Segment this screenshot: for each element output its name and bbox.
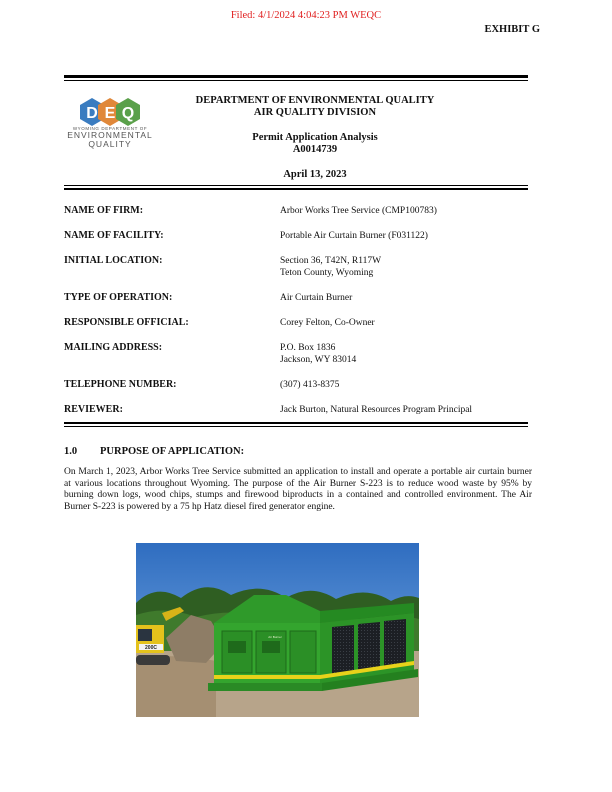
excavator-badge-text: 200C [145, 645, 157, 651]
operation-value: Air Curtain Burner [280, 293, 353, 303]
burner-screen-1 [332, 625, 354, 675]
deq-logo-mark [80, 98, 140, 126]
mailing-value-line1: P.O. Box 1836 [280, 343, 336, 353]
exhibit-label: EXHIBIT G [484, 24, 540, 35]
reviewer-label: REVIEWER: [64, 404, 123, 415]
mailing-value-line2: Jackson, WY 83014 [280, 355, 357, 365]
air-burner-photo [136, 543, 419, 717]
facility-value: Portable Air Curtain Burner (F031122) [280, 231, 428, 241]
burner-screen-2 [358, 622, 380, 671]
mailing-label: MAILING ADDRESS: [64, 342, 163, 353]
phone-value: (307) 413-8375 [280, 380, 340, 390]
logo-caption-line2: ENVIRONMENTAL [67, 130, 153, 140]
excavator-window [138, 629, 152, 641]
burner-brand-text: Air Burner [268, 635, 282, 639]
top-rule-thin [64, 80, 528, 81]
phone-label: TELEPHONE NUMBER: [64, 379, 177, 390]
document-date: April 13, 2023 [283, 169, 347, 180]
filed-stamp: Filed: 4/1/2024 4:04:23 PM WEQC [230, 10, 382, 21]
logo-caption-line1: WYOMING DEPARTMENT OF [72, 126, 148, 131]
section-number: 1.0 [64, 446, 78, 457]
burner-skid-front [208, 683, 322, 691]
info-rule-thick [64, 422, 528, 424]
reviewer-value: Jack Burton, Natural Resources Program Principal [280, 405, 473, 415]
document-type: Permit Application Analysis [252, 132, 378, 143]
location-value [280, 255, 381, 279]
section-body: On March 1, 2023, Arbor Works Tree Service submitted an application to install and operate a portable air curtain burner at various locations throughout Wyoming. The purpose of the Air Burner S-223 is to reduce wood waste by 95% by burning down logs, wood chips, stumps and firewood biproducts in a contained and controlled environment. The Air Burner S-223 is powered by a 75 hp Hatz diesel fired generator engine. [64, 467, 532, 512]
logo-caption [58, 126, 162, 149]
location-value-line2: Teton County, Wyoming [280, 268, 374, 278]
logo-letter-q: Q [121, 105, 135, 122]
header-rule-thick [64, 188, 528, 190]
excavator-tracks [136, 655, 170, 665]
operation-label: TYPE OF OPERATION: [64, 292, 173, 303]
official-value: Corey Felton, Co-Owner [280, 318, 375, 328]
dept-title: DEPARTMENT OF ENVIRONMENTAL QUALITY [195, 95, 435, 106]
document-id: A0014739 [292, 144, 338, 155]
burner-screen-3 [384, 619, 406, 667]
logo-caption-line3: QUALITY [88, 139, 132, 149]
section-title: PURPOSE OF APPLICATION: [100, 446, 245, 457]
firm-value: Arbor Works Tree Service (CMP100783) [280, 206, 437, 216]
firm-label: NAME OF FIRM: [64, 205, 144, 216]
info-rule-thin [64, 426, 528, 427]
burner-door-right [290, 631, 316, 673]
section-heading [64, 446, 244, 457]
burner-vent-left [228, 641, 246, 653]
top-rule-thick [64, 75, 528, 78]
logo-letter-d: D [86, 105, 98, 122]
photo-dirt [136, 656, 216, 717]
header-rule-thin [64, 185, 528, 186]
location-label: INITIAL LOCATION: [64, 255, 163, 266]
air-burner-unit [208, 595, 418, 691]
burner-vent-mid [262, 641, 280, 653]
burner-yellow-stripe [214, 675, 320, 679]
division-title: AIR QUALITY DIVISION [253, 107, 377, 118]
location-value-line1: Section 36, T42N, R117W [280, 256, 382, 266]
logo-letter-e: E [104, 105, 116, 122]
facility-label: NAME OF FACILITY: [64, 230, 164, 241]
official-label: RESPONSIBLE OFFICIAL: [64, 317, 189, 328]
mailing-value [280, 342, 356, 366]
